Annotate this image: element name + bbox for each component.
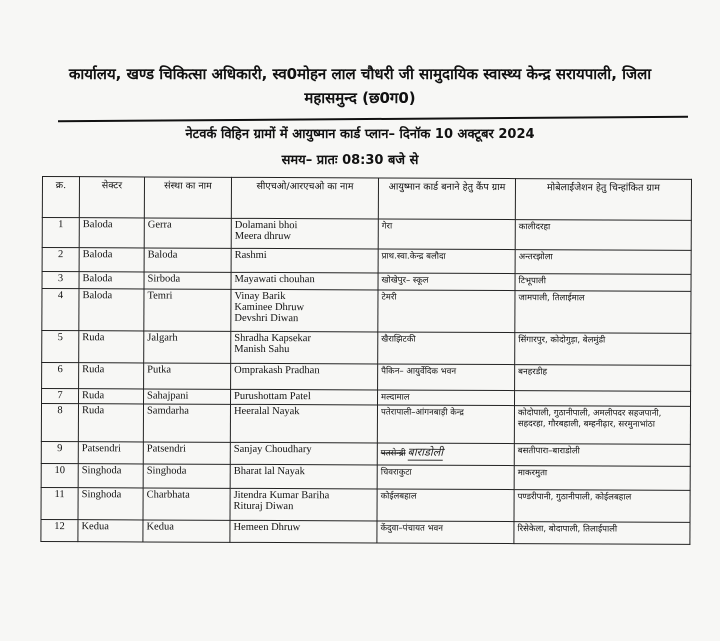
camp-village-text: खैराझिटकी bbox=[381, 334, 416, 345]
sector-cell: Ruda bbox=[78, 404, 143, 442]
camp-village-cell bbox=[378, 219, 515, 250]
serial-cell: 7 bbox=[42, 389, 79, 404]
camp-village-cell bbox=[378, 364, 515, 391]
cho-name: Devshri Diwan bbox=[234, 312, 299, 325]
mobilization-village-cell: सिंगारपुर, कोदोगुड़ा, बेलमुंडी bbox=[515, 333, 691, 366]
table-header-row bbox=[42, 177, 691, 221]
mobilization-village-cell: बनहरडीह bbox=[515, 365, 691, 392]
cho-name: Mayawati chouhan bbox=[234, 273, 315, 286]
cho-name-cell bbox=[231, 248, 378, 273]
cho-name-cell bbox=[231, 289, 378, 332]
mobilization-village-cell: अन्तरझोला bbox=[515, 250, 691, 275]
mobilization-village-cell: पण्डरीपानी, गुठानीपाली, कोईलबहाल bbox=[514, 490, 690, 523]
camp-village-text: चिवराकुटा bbox=[380, 467, 412, 478]
mobilization-village-cell: बसतीपारा–बाराडोली bbox=[514, 444, 690, 467]
institution-cell: Sirboda bbox=[144, 272, 231, 289]
table-row bbox=[42, 289, 691, 334]
camp-village-text: केंदुवा–पंचायत भवन bbox=[380, 523, 444, 534]
serial-cell: 6 bbox=[42, 363, 79, 389]
cho-name: Dolamani bhoi bbox=[234, 219, 298, 232]
table-row bbox=[41, 487, 690, 522]
handwritten-correction: बाराडोली bbox=[407, 445, 444, 459]
camp-village-cell bbox=[377, 405, 514, 444]
camp-village-text: मल्दामाल bbox=[381, 392, 410, 403]
col-institution: संस्था का नाम bbox=[144, 177, 231, 218]
cho-name-cell bbox=[230, 404, 377, 443]
serial-cell: 8 bbox=[41, 404, 78, 442]
camp-village-cell bbox=[378, 390, 515, 406]
mobilization-village-cell: कोदोपाली, गुठानीपाली, अमलीपदर सहजपानी, सहदरहा, गौरबहाली, बम्हनीढ़ार, सरमुनाभांठा bbox=[514, 406, 690, 445]
cho-name: Jitendra Kumar Bariha bbox=[233, 489, 330, 502]
camp-village-text: पतेरापाली–आंगनबाड़ी केन्द्र bbox=[380, 407, 464, 418]
serial-cell: 5 bbox=[42, 331, 79, 363]
institution-cell: Singhoda bbox=[143, 464, 230, 488]
cho-name-cell bbox=[230, 464, 377, 489]
table-row bbox=[41, 441, 690, 466]
cho-name-cell bbox=[230, 488, 377, 521]
sector-cell: Patsendri bbox=[78, 442, 143, 464]
cho-name: Hemeen Dhruw bbox=[233, 521, 301, 534]
plan-time: समय– प्रातः 08:30 बजे से bbox=[281, 153, 419, 168]
institution-cell: Patsendri bbox=[143, 442, 230, 464]
cho-name-cell bbox=[231, 218, 378, 249]
camp-schedule-table bbox=[40, 176, 692, 545]
sector-cell: Kedua bbox=[78, 520, 143, 542]
cho-name: Sanjay Choudhary bbox=[233, 443, 312, 456]
serial-cell: 4 bbox=[42, 289, 79, 331]
serial-cell: 1 bbox=[42, 218, 79, 248]
camp-village-cell bbox=[377, 465, 514, 490]
sector-cell: Baloda bbox=[79, 218, 144, 248]
institution-cell: Samdarha bbox=[143, 404, 230, 442]
institution-cell: Temri bbox=[144, 289, 231, 331]
cho-name: Shradha Kapsekar bbox=[234, 332, 312, 345]
camp-village-text: कोईलबहाल bbox=[380, 491, 417, 502]
office-header-line2: महासमुन्द (छ0ग0) bbox=[304, 89, 416, 107]
camp-village-text: पैकिन– आयुर्वेदिक भवन bbox=[381, 366, 457, 377]
cho-name: Bharat lal Nayak bbox=[233, 465, 305, 478]
sector-cell: Ruda bbox=[79, 389, 144, 404]
institution-cell: Sahajpani bbox=[144, 389, 231, 404]
cho-name: Vinay Barik bbox=[234, 290, 286, 303]
header-divider bbox=[58, 116, 688, 122]
sector-cell: Baloda bbox=[79, 248, 144, 272]
camp-village-text: पतसेन्द्री bbox=[380, 448, 406, 459]
serial-cell: 9 bbox=[41, 441, 78, 463]
mobilization-village-cell: रिसेकेला, बोदापाली, तिलाईपाली bbox=[514, 522, 690, 545]
cho-name-cell bbox=[231, 389, 378, 405]
serial-cell: 2 bbox=[42, 248, 79, 272]
mobilization-village-cell: टिभूपाली bbox=[515, 274, 691, 292]
camp-village-text: प्राथ.स्वा.केन्द्र बलौदा bbox=[381, 251, 446, 262]
table-row bbox=[42, 218, 691, 251]
cho-name-cell bbox=[231, 331, 378, 364]
mobilization-village-cell bbox=[515, 391, 691, 407]
sector-cell: Baloda bbox=[79, 289, 144, 331]
camp-village-text: गेरा bbox=[381, 221, 393, 232]
table-row bbox=[41, 463, 690, 490]
institution-cell: Gerra bbox=[144, 218, 231, 248]
table-row bbox=[42, 248, 691, 275]
serial-cell: 11 bbox=[41, 487, 78, 519]
cho-name-cell bbox=[230, 520, 377, 543]
col-camp-village: आयुष्मान कार्ड बनाने हेतु कैंप ग्राम bbox=[378, 178, 515, 220]
table-row bbox=[42, 363, 691, 392]
serial-cell: 12 bbox=[41, 519, 78, 541]
camp-village-cell bbox=[378, 332, 515, 365]
serial-cell: 3 bbox=[42, 272, 79, 289]
camp-village-cell bbox=[378, 290, 515, 333]
institution-cell: Charbhata bbox=[143, 488, 230, 520]
cho-name: Manish Sahu bbox=[234, 343, 290, 356]
col-sector: सेक्टर bbox=[79, 177, 144, 218]
sector-cell: Baloda bbox=[79, 272, 144, 289]
institution-cell: Kedua bbox=[143, 520, 230, 542]
sector-cell: Ruda bbox=[79, 363, 144, 389]
mobilization-village-cell: जामपाली, तिलाईमाल bbox=[515, 291, 691, 334]
camp-village-cell bbox=[377, 443, 514, 466]
office-header-line1: कार्यालय, खण्ड चिकित्सा अधिकारी, स्व0मोहन लाल चौधरी जी सामुदायिक स्वास्थ्य केन्द्र सरायपाली, जिला bbox=[68, 65, 652, 83]
serial-cell: 10 bbox=[41, 463, 78, 487]
sector-cell: Singhoda bbox=[78, 464, 143, 488]
institution-cell: Jalgarh bbox=[144, 331, 231, 363]
table-row bbox=[42, 331, 691, 366]
institution-cell: Putka bbox=[144, 363, 231, 389]
cho-name: Purushottam Patel bbox=[234, 390, 311, 403]
cho-name: Kaminee Dhruw bbox=[234, 301, 305, 314]
table-row bbox=[41, 404, 690, 445]
office-header bbox=[30, 62, 690, 110]
cho-name: Omprakash Pradhan bbox=[234, 364, 320, 377]
cho-name-cell bbox=[230, 442, 377, 465]
cho-name: Heeralal Nayak bbox=[233, 405, 300, 418]
cho-name: Rituraj Diwan bbox=[233, 500, 294, 513]
col-serial: क्र. bbox=[42, 177, 79, 218]
sector-cell: Singhoda bbox=[78, 488, 143, 520]
mobilization-village-cell: माकरमुता bbox=[514, 466, 690, 491]
institution-cell: Baloda bbox=[144, 248, 231, 272]
col-mobilization-village: मोबेलाईजेशन हेतु चिन्हांकित ग्राम bbox=[515, 179, 691, 221]
camp-village-cell bbox=[378, 249, 515, 274]
camp-village-text: खोखेपुर– स्कूल bbox=[381, 275, 429, 286]
cho-name-cell bbox=[231, 363, 378, 390]
table-row bbox=[41, 519, 690, 544]
col-cho-name: सीएचओ/आरएचओ का नाम bbox=[231, 177, 378, 219]
camp-village-cell bbox=[378, 273, 515, 291]
cho-name-cell bbox=[231, 272, 378, 290]
cho-name: Meera dhruw bbox=[234, 230, 292, 243]
camp-village-text: टेमरी bbox=[381, 292, 397, 303]
camp-village-cell bbox=[377, 521, 514, 544]
sector-cell: Ruda bbox=[79, 331, 144, 363]
camp-village-cell bbox=[377, 489, 514, 522]
plan-title: नेटवर्क विहिन ग्रामों में आयुष्मान कार्ड प्लान– दिनॉक 10 अक्टूबर 2024 bbox=[185, 127, 535, 142]
mobilization-village-cell: कालीदरहा bbox=[515, 220, 691, 251]
cho-name: Rashmi bbox=[234, 249, 267, 261]
